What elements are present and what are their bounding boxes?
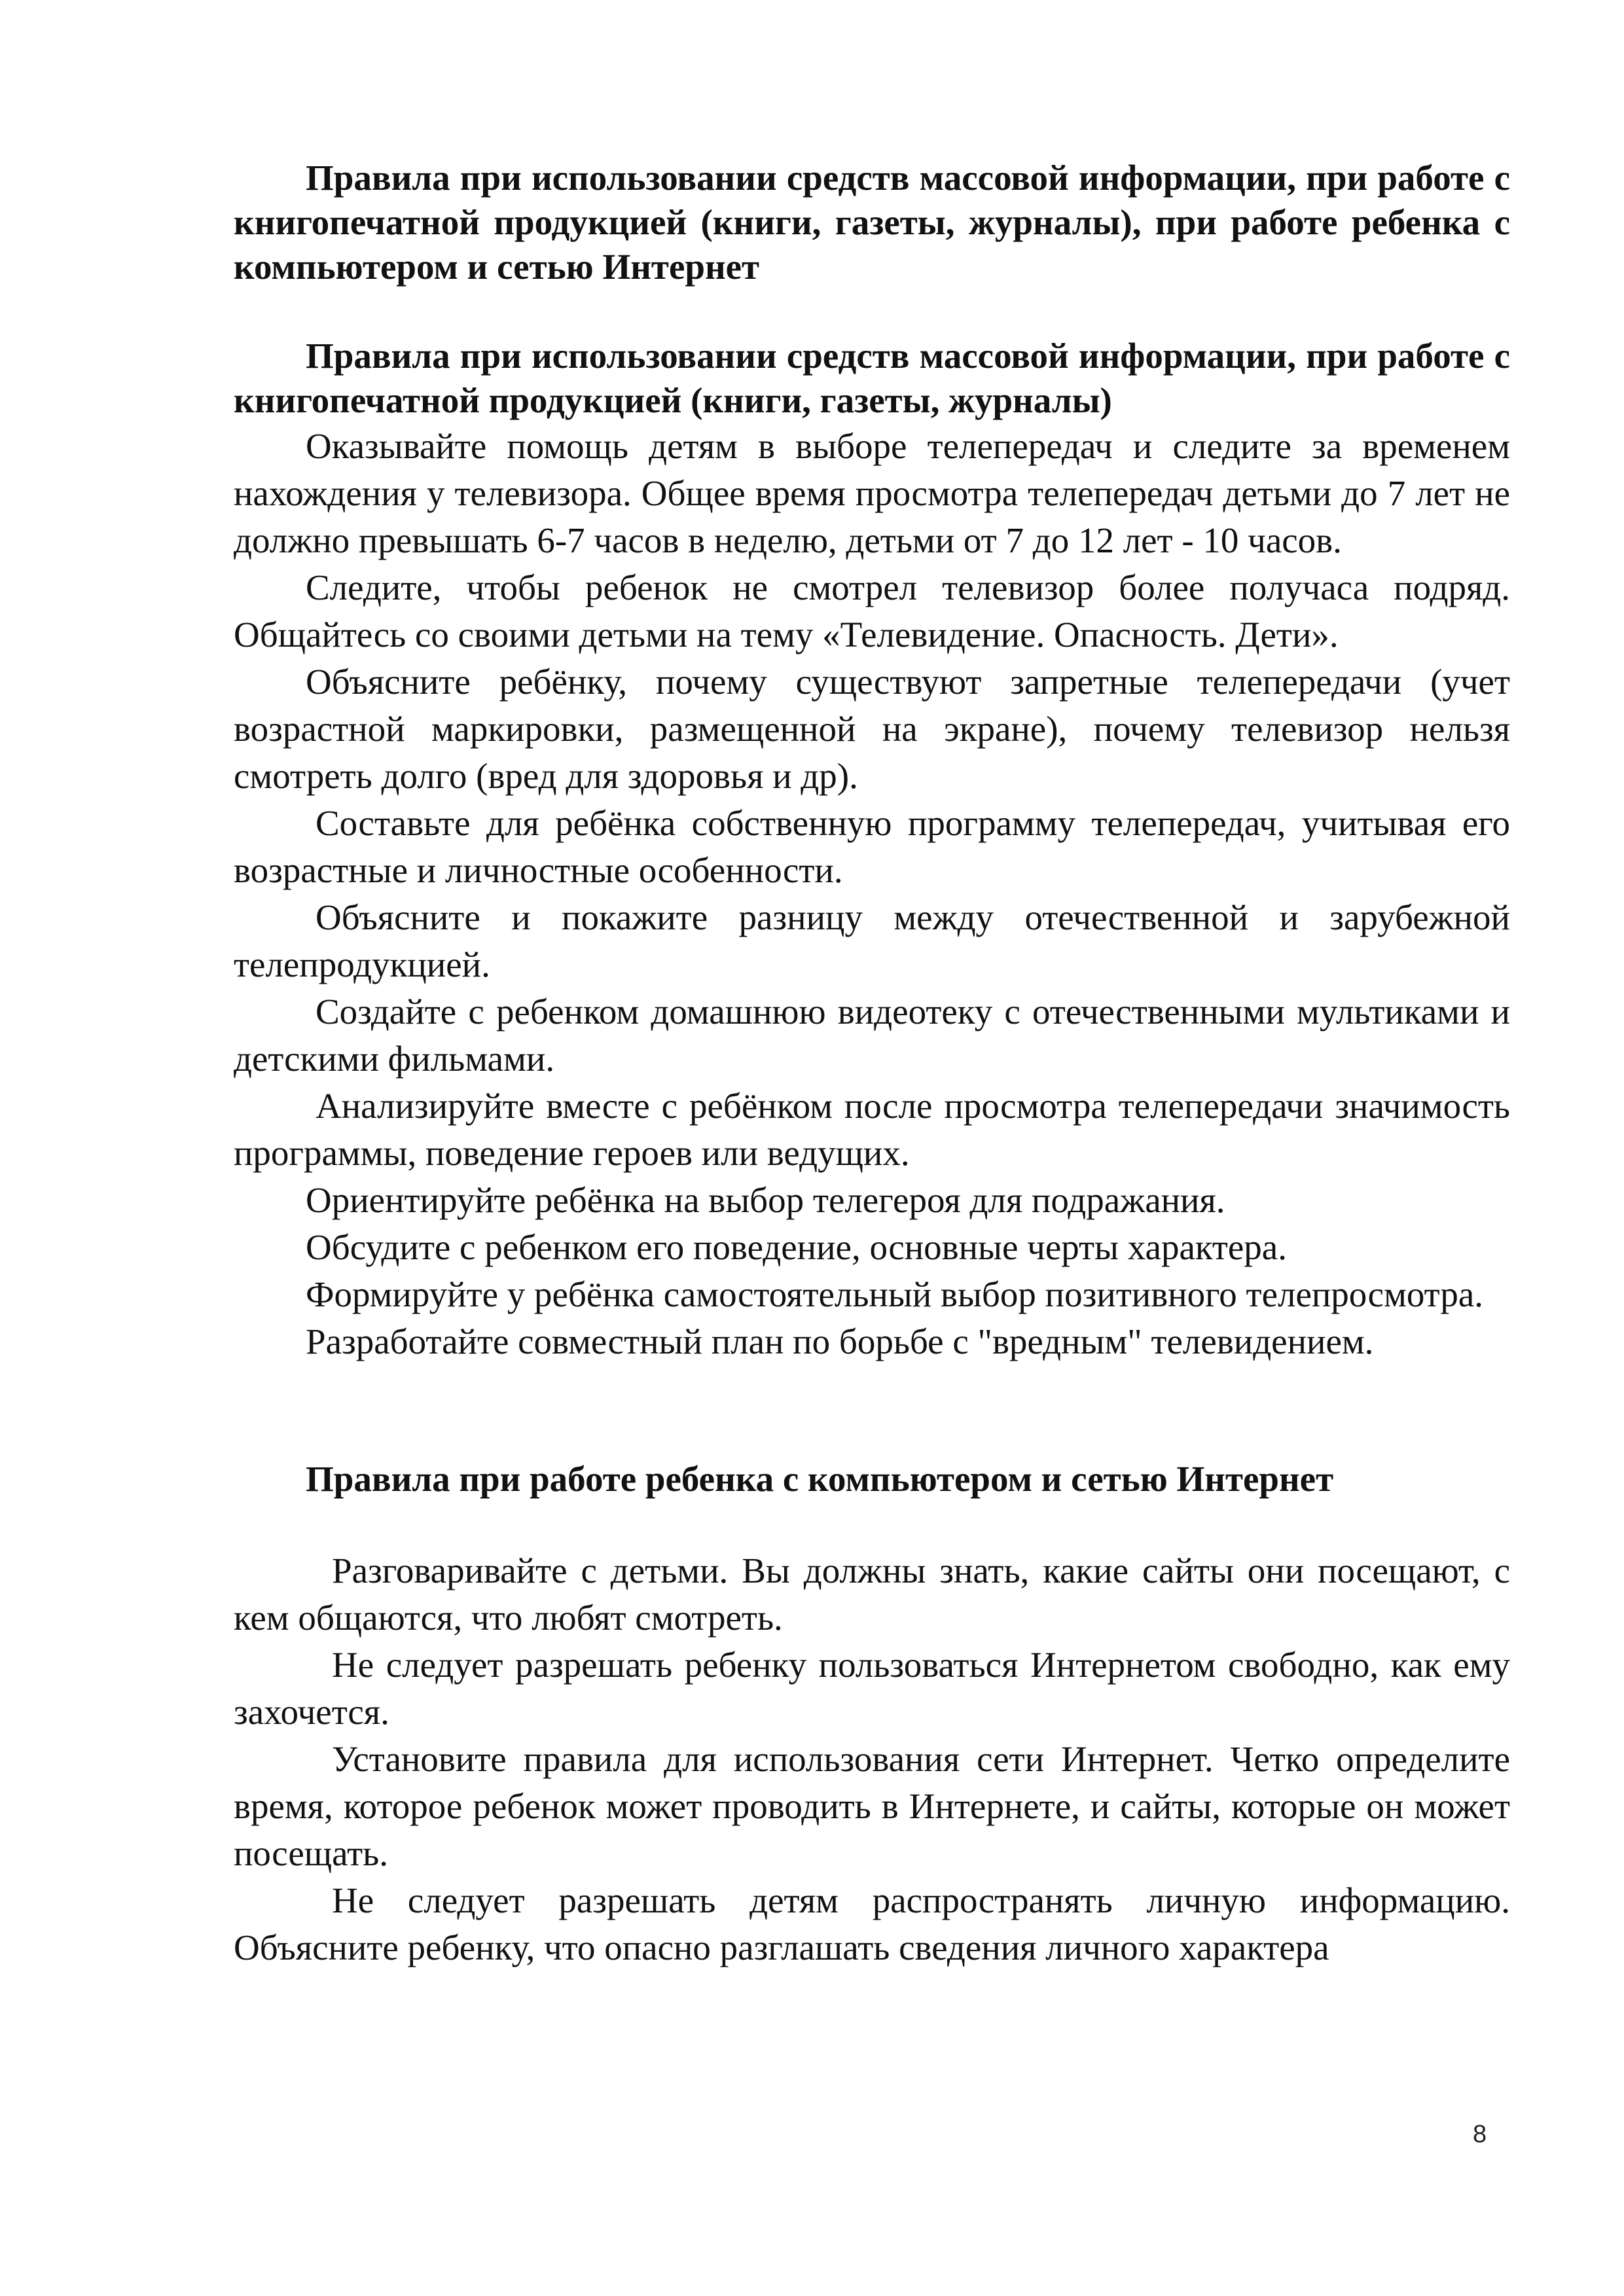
paragraph: Разработайте совместный план по борьбе с "вредным" телевидением. bbox=[306, 1321, 1374, 1361]
paragraph: Формируйте у ребёнка самостоятельный выбор позитивного телепросмотра. bbox=[306, 1274, 1484, 1314]
paragraph: Установите правила для использования сети Интернет. Четко определите время, которое ребенок может проводить в Интернете, и сайты, которые он может посещать. bbox=[234, 1739, 1510, 1873]
paragraph: Объясните ребёнку, почему существуют запретные телепередачи (учет возрастной маркировки, размещенной на экране), почему телевизор нельзя смотреть долго (вред для здоровья и др). bbox=[234, 662, 1510, 796]
section2-title: Правила при работе ребенка с компьютером и сетью Интернет bbox=[306, 1459, 1334, 1499]
paragraph: Обсудите с ребенком его поведение, основные черты характера. bbox=[306, 1227, 1287, 1267]
paragraph: Ориентируйте ребёнка на выбор телегероя для подражания. bbox=[306, 1180, 1225, 1220]
section1-title: Правила при использовании средств массовой информации, при работе с книгопечатной продукцией (книги, газеты, журналы) bbox=[234, 336, 1510, 420]
main-title: Правила при использовании средств массовой информации, при работе с книгопечатной продукцией (книги, газеты, журналы), при работе ребенка с компьютером и сетью Интернет bbox=[234, 158, 1510, 287]
paragraph: Следите, чтобы ребенок не смотрел телевизор более получаса подряд. Общайтесь со своими детьми на тему «Телевидение. Опасность. Дети». bbox=[234, 567, 1510, 655]
paragraph: Разговаривайте с детьми. Вы должны знать, какие сайты они посещают, с кем общаются, что любят смотреть. bbox=[234, 1551, 1510, 1638]
paragraph: Оказывайте помощь детям в выборе телепередач и следите за временем нахождения у телевизора. Общее время просмотра телепередач детьми до 7 лет не должно превышать 6-7 часов в неделю, детьми от 7 до 12 лет - 10 часов. bbox=[234, 426, 1510, 560]
paragraph: Анализируйте вместе с ребёнком после просмотра телепередачи значимость программы, поведение героев или ведущих. bbox=[234, 1086, 1510, 1173]
page-content bbox=[234, 156, 1510, 1971]
section-spacer bbox=[234, 1365, 1510, 1457]
section-spacer bbox=[234, 1501, 1510, 1547]
paragraph: Объясните и покажите разницу между отечественной и зарубежной телепродукцией. bbox=[234, 897, 1510, 984]
paragraph: Создайте с ребенком домашнюю видеотеку с отечественными мультиками и детскими фильмами. bbox=[234, 992, 1510, 1079]
page-number: 8 bbox=[1473, 2121, 1487, 2148]
paragraph: Не следует разрешать детям распространять личную информацию. Объясните ребенку, что опасно разглашать сведения личного характера bbox=[234, 1880, 1510, 1967]
paragraph: Составьте для ребёнка собственную программу телепередач, учитывая его возрастные и личностные особенности. bbox=[234, 803, 1510, 890]
paragraph: Не следует разрешать ребенку пользоваться Интернетом свободно, как ему захочется. bbox=[234, 1645, 1510, 1732]
